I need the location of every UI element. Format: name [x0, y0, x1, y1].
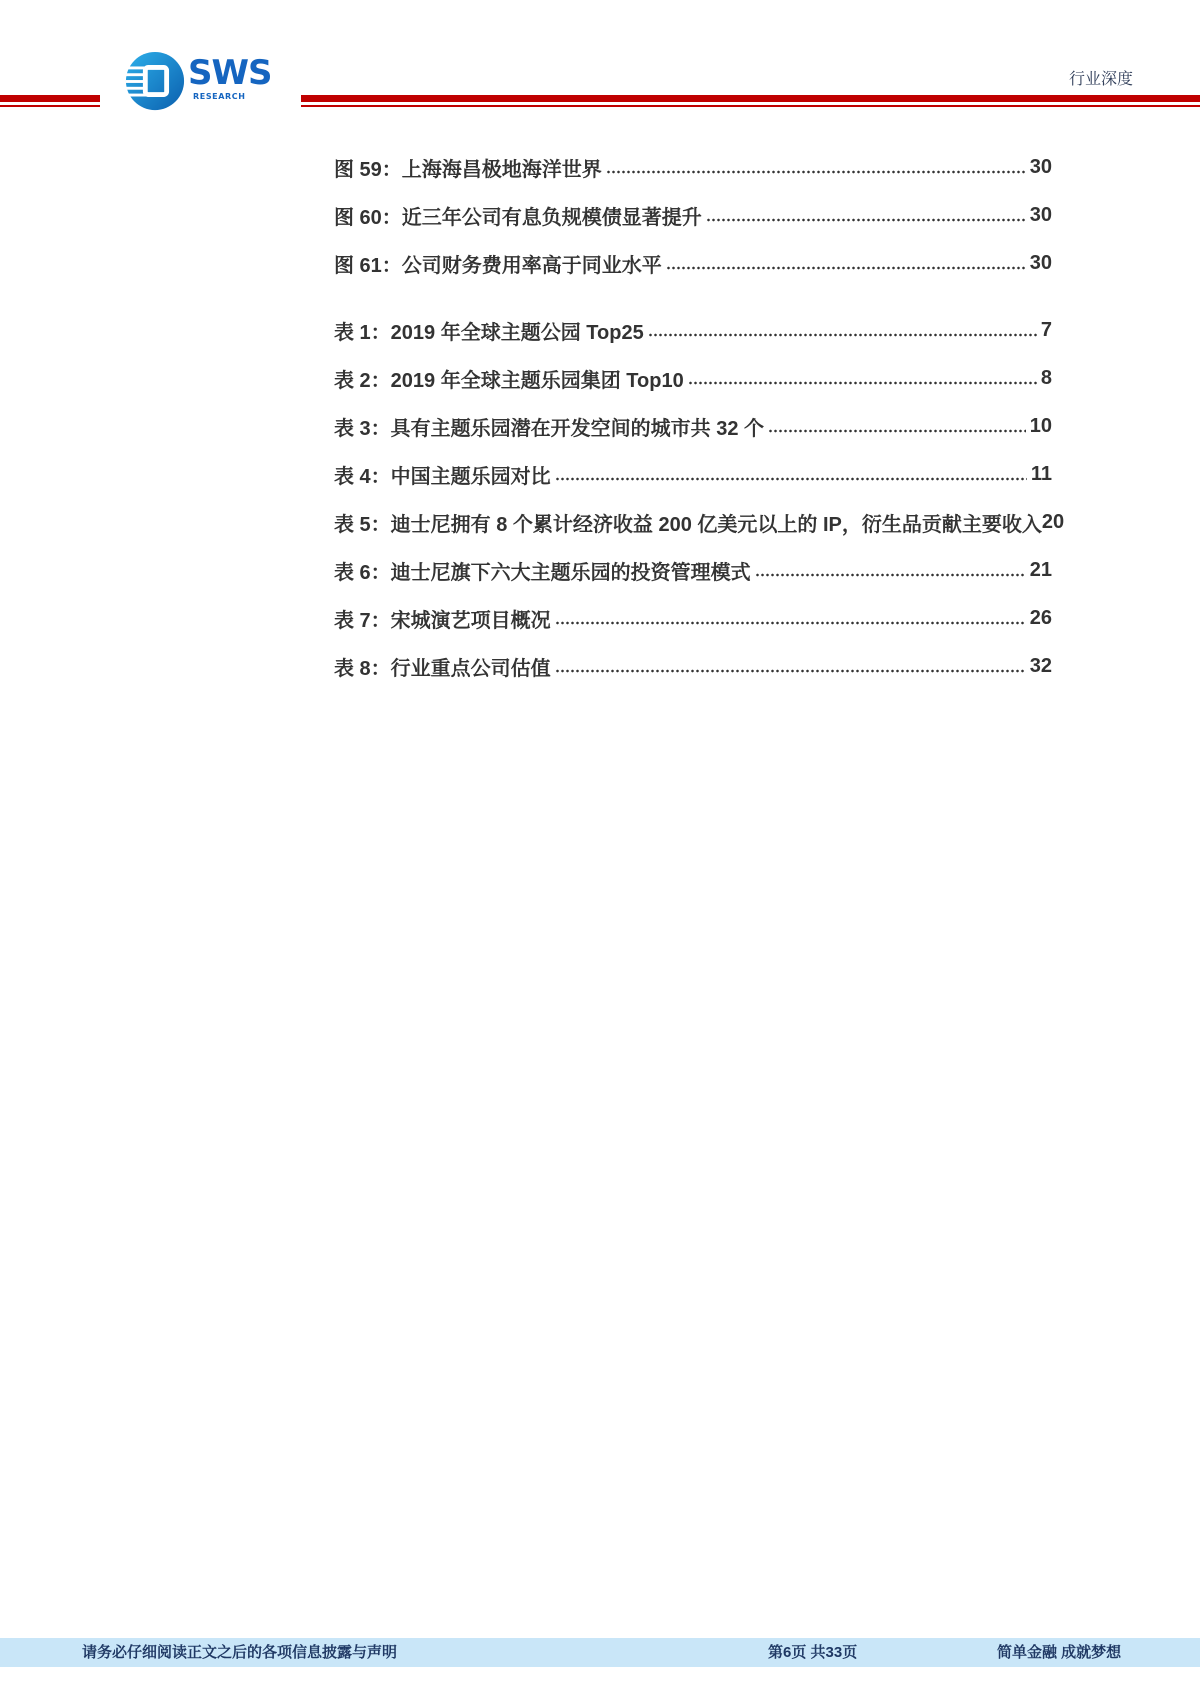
toc-entry-page: 30	[1029, 203, 1052, 226]
table-list	[334, 315, 1065, 681]
toc-entry-table-4[interactable]	[334, 459, 1052, 489]
toc-entry-page: 11	[1030, 462, 1052, 485]
toc-entry-table-5[interactable]	[334, 507, 1065, 537]
toc-entry-figure-60[interactable]	[334, 200, 1052, 230]
header-red-line-right	[301, 105, 1200, 107]
toc-entry-table-7[interactable]	[334, 603, 1052, 633]
toc-entry-title: 表 5：迪士尼拥有 8 个累计经济收益 200 亿美元以上的 IP，衍生品贡献主要收入	[334, 513, 1042, 536]
toc-entry-title: 图 61：公司财务费用率高于同业水平	[334, 254, 662, 277]
dot-leader	[666, 266, 1026, 270]
toc-entry-figure-59[interactable]	[334, 152, 1052, 182]
dot-leader	[755, 573, 1026, 577]
toc-entry-figure-61[interactable]	[334, 248, 1052, 278]
toc-entry-page: 30	[1029, 155, 1052, 178]
header-red-bar-left	[0, 95, 100, 102]
toc-entry-page: 30	[1029, 251, 1052, 274]
toc-entry-title: 图 60：近三年公司有息负规模债显著提升	[334, 206, 702, 229]
toc-entry-title: 表 4：中国主题乐园对比	[334, 465, 551, 488]
logo-wordmark: SWS	[188, 53, 272, 93]
toc-entry-table-3[interactable]	[334, 411, 1052, 441]
report-category: 行业深度	[1068, 71, 1133, 88]
toc-entry-page: 26	[1029, 606, 1052, 629]
toc-entry-title: 表 3：具有主题乐园潜在开发空间的城市共 32 个	[334, 417, 765, 440]
toc-entry-page: 20	[1041, 510, 1065, 533]
toc-entry-title: 表 1：2019 年全球主题公园 Top25	[334, 321, 644, 344]
table-of-contents	[334, 152, 1065, 699]
footer-disclaimer: 请务必仔细阅读正文之后的各项信息披露与声明	[82, 1644, 398, 1661]
toc-entry-title: 表 7：宋城演艺项目概况	[334, 609, 551, 632]
dot-leader	[768, 429, 1026, 433]
footer-band	[0, 1638, 1200, 1667]
sws-logo-icon	[124, 50, 186, 112]
dot-leader	[555, 477, 1027, 481]
dot-leader	[648, 333, 1037, 337]
toc-entry-table-1[interactable]	[334, 315, 1052, 345]
toc-entry-table-6[interactable]	[334, 555, 1052, 585]
toc-entry-page: 8	[1040, 366, 1052, 389]
dot-leader	[555, 669, 1026, 673]
toc-entry-page: 32	[1029, 654, 1052, 677]
toc-entry-table-2[interactable]	[334, 363, 1052, 393]
dot-leader	[606, 170, 1026, 174]
toc-entry-title: 表 8：行业重点公司估值	[334, 657, 551, 680]
logo-subtext: RESEARCH	[193, 92, 246, 101]
header-red-bar-right	[301, 95, 1200, 102]
toc-entry-page: 21	[1029, 558, 1052, 581]
dot-leader	[706, 218, 1026, 222]
toc-entry-title: 表 2：2019 年全球主题乐园集团 Top10	[334, 369, 684, 392]
toc-entry-title: 图 59：上海海昌极地海洋世界	[334, 158, 602, 181]
footer-page-number: 第6页 共33页	[768, 1644, 858, 1661]
header-red-line-left	[0, 105, 100, 107]
footer-slogan: 简单金融 成就梦想	[997, 1644, 1122, 1661]
dot-leader	[555, 621, 1026, 625]
toc-entry-title: 表 6：迪士尼旗下六大主题乐园的投资管理模式	[334, 561, 751, 584]
toc-entry-page: 10	[1029, 414, 1052, 437]
figure-list	[334, 152, 1052, 278]
toc-entry-page: 7	[1040, 318, 1052, 341]
dot-leader	[688, 381, 1037, 385]
toc-entry-table-8[interactable]	[334, 651, 1052, 681]
